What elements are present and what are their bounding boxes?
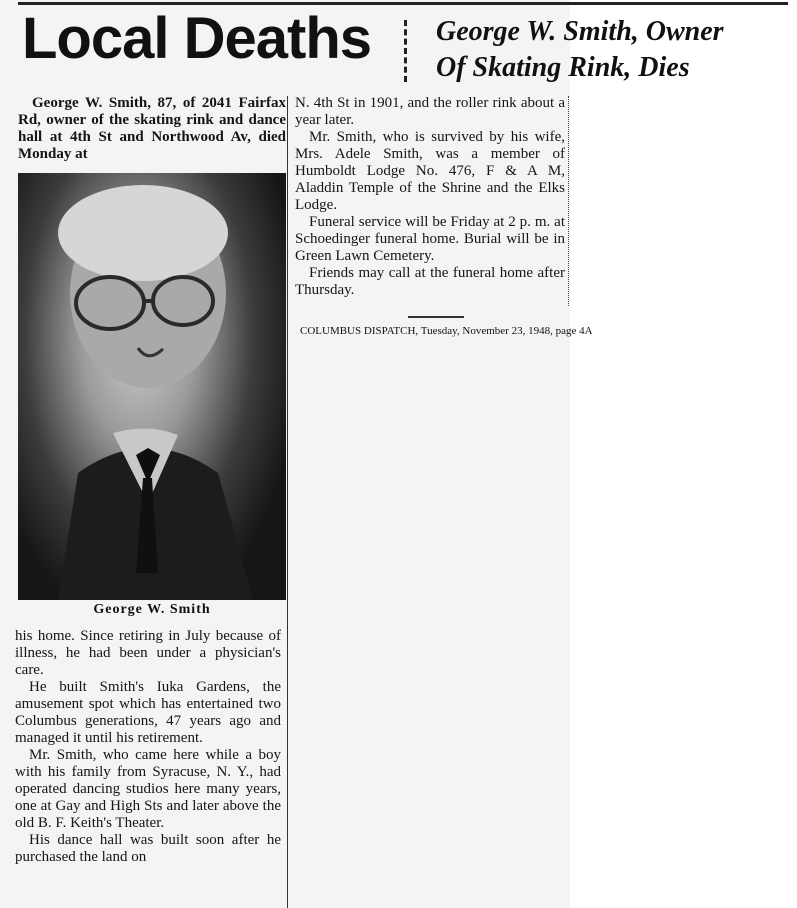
paragraph: Mr. Smith, who came here while a boy with his family from Syracuse, N. Y., had operated dancing studios here many years, one at Gay and High Sts and later above the old B. F. Keith's Theater.: [15, 747, 281, 831]
source-note: COLUMBUS DISPATCH, Tuesday, November 23, 1948, page 4A: [300, 325, 593, 337]
lead-paragraph: George W. Smith, 87, of 2041 Fairfax Rd, owner of the skating rink and dance hall at 4th St and Northwood Av, died Monday at: [18, 95, 286, 162]
portrait-illustration: [18, 173, 286, 600]
end-rule: [408, 316, 464, 318]
photo-caption: George W. Smith: [93, 602, 211, 617]
column-edge-rule: [568, 96, 569, 306]
column-rule: [287, 96, 288, 908]
paragraph: Funeral service will be Friday at 2 p. m. at Schoedinger funeral home. Burial will be in Green Lawn Cemetery.: [295, 214, 565, 264]
column-2: [295, 95, 565, 299]
paragraph: Friends may call at the funeral home after Thursday.: [295, 265, 565, 298]
subheadline-line-1: George W. Smith, Owner: [436, 16, 724, 47]
column-1-top: [18, 95, 286, 163]
paragraph: Mr. Smith, who is survived by his wife, Mrs. Adele Smith, was a member of Humboldt Lodge No. 476, F & A M, Aladdin Temple of the Shrine and the Elks Lodge.: [295, 129, 565, 213]
subheadline: [436, 14, 724, 86]
column-1-bottom: [15, 628, 281, 866]
headline-divider: [404, 20, 407, 82]
paragraph: He built Smith's Iuka Gardens, the amusement spot which has entertained two Columbus generations, 47 years ago and managed it until his retirement.: [15, 679, 281, 746]
headline: Local Deaths: [22, 6, 371, 71]
portrait-photo: [18, 173, 286, 600]
paragraph: N. 4th St in 1901, and the roller rink about a year later.: [295, 95, 565, 128]
paragraph: His dance hall was built soon after he purchased the land on: [15, 832, 281, 865]
subheadline-line-2: Of Skating Rink, Dies: [436, 52, 690, 83]
paragraph: his home. Since retiring in July because of illness, he had been under a physician's care.: [15, 628, 281, 678]
top-rule: [18, 2, 788, 5]
